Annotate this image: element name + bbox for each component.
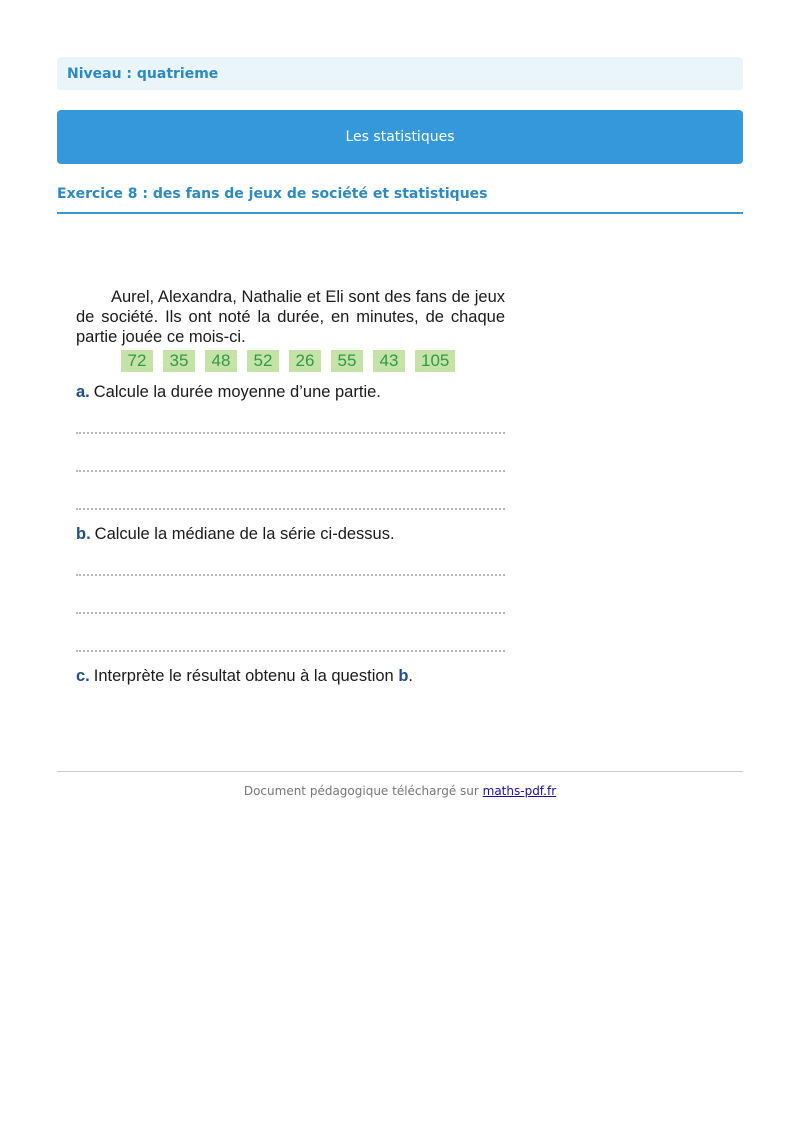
question-b bbox=[76, 522, 505, 546]
question-text: Interprète le résultat obtenu à la question bbox=[93, 667, 399, 685]
answer-line[interactable] bbox=[76, 470, 505, 472]
question-letter: b. bbox=[76, 525, 91, 543]
answer-line[interactable] bbox=[76, 432, 505, 434]
duration-values bbox=[121, 350, 505, 372]
exercise-title: Exercice 8 : des fans de jeux de société et statistiques bbox=[57, 186, 488, 202]
question-c bbox=[76, 664, 505, 688]
title-divider bbox=[57, 212, 743, 214]
value-cell: 55 bbox=[331, 350, 363, 372]
answer-line[interactable] bbox=[76, 508, 505, 510]
question-reference: b bbox=[398, 667, 409, 685]
footer-divider bbox=[57, 771, 743, 772]
answer-line[interactable] bbox=[76, 650, 505, 652]
question-end: . bbox=[408, 667, 413, 685]
level-box bbox=[57, 57, 743, 90]
footer-text: Document pédagogique téléchargé sur bbox=[243, 784, 483, 798]
exercise-body bbox=[76, 287, 505, 688]
question-letter: c. bbox=[76, 667, 90, 685]
value-cell: 43 bbox=[373, 350, 405, 372]
answer-line[interactable] bbox=[76, 574, 505, 576]
value-cell: 35 bbox=[163, 350, 195, 372]
topic-banner bbox=[57, 110, 743, 164]
question-a bbox=[76, 380, 505, 404]
answer-line[interactable] bbox=[76, 612, 505, 614]
value-cell: 52 bbox=[247, 350, 279, 372]
level-label: Niveau : quatrieme bbox=[67, 65, 219, 82]
footer bbox=[57, 784, 743, 798]
exercise-intro: Aurel, Alexandra, Nathalie et Eli sont des fans de jeux de société. Ils ont noté la durée, en minutes, de chaque partie jouée ce mois-ci. bbox=[76, 288, 505, 346]
question-letter: a. bbox=[76, 383, 90, 401]
question-text: Calcule la durée moyenne d’une partie. bbox=[93, 383, 381, 401]
value-cell: 72 bbox=[121, 350, 153, 372]
source-link[interactable]: maths-pdf.fr bbox=[482, 784, 557, 798]
question-text: Calcule la médiane de la série ci-dessus. bbox=[94, 525, 395, 543]
value-cell: 48 bbox=[205, 350, 237, 372]
value-cell: 26 bbox=[289, 350, 321, 372]
value-cell: 105 bbox=[415, 350, 455, 372]
topic-title: Les statistiques bbox=[345, 129, 455, 145]
